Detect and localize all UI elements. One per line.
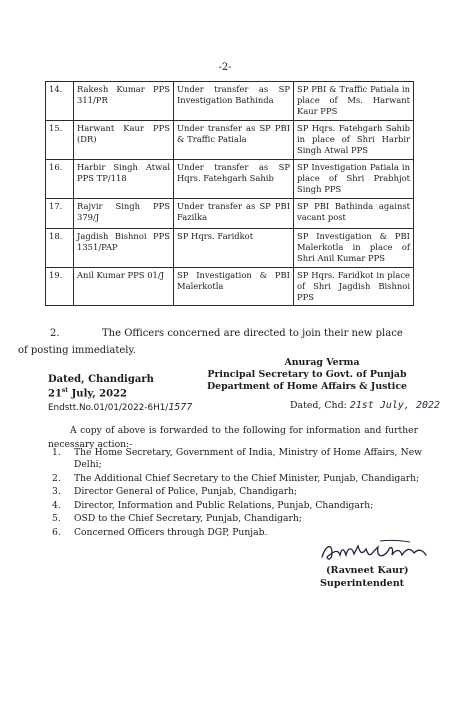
table-row: [46, 160, 414, 199]
order-place: Dated, Chandigarh: [48, 374, 154, 385]
transfer-cell: SP Hqrs. Faridkot: [174, 229, 294, 268]
transfer-cell: Under transfer as SP PBI & Traffic Patiala: [174, 121, 294, 160]
posting-cell: SP Investigation Patiala in place of Shri Prabhjot Singh PPS: [294, 160, 414, 199]
paragraph-text-line2: of posting immediately.: [18, 345, 136, 356]
paragraph-text-line1: The Officers concerned are directed to join their new place: [102, 328, 403, 339]
table-row: [46, 199, 414, 229]
table-row: [46, 82, 414, 121]
posting-cell: SP Hqrs. Faridkot in place of Shri Jagdish Bishnoi PPS: [294, 268, 414, 306]
order-date: 21st July, 2022: [48, 386, 128, 399]
officer-name-cell: Harbir Singh Atwal PPS TP/118: [74, 160, 174, 199]
officer-name-cell: Anil Kumar PPS 01/J: [74, 268, 174, 306]
order-date-block: [48, 374, 154, 400]
transfer-cell: SP Investigation & PBI Malerkotla: [174, 268, 294, 306]
handwritten-number: 1577: [168, 402, 193, 413]
list-item: 3. Director General of Police, Punjab, Chandigarh;: [52, 486, 298, 498]
posting-cell: SP PBI Bathinda against vacant post: [294, 199, 414, 229]
table-row: [46, 268, 414, 306]
serial-cell: 14.: [46, 82, 74, 121]
page-number: -2-: [218, 62, 232, 73]
recipient-list: [52, 447, 422, 540]
serial-cell: 19.: [46, 268, 74, 306]
serial-cell: 18.: [46, 229, 74, 268]
transfer-cell: Under transfer as SP Hqrs. Fatehgarh Sahib: [174, 160, 294, 199]
list-item: 4. Director, Information and Public Relations, Punjab, Chandigarh;: [52, 499, 374, 511]
posting-cell: SP PBI & Traffic Patiala in place of Ms. Harwant Kaur PPS: [294, 82, 414, 121]
list-item: 1. The Home Secretary, Government of India, Ministry of Home Affairs, New Delhi;: [52, 447, 422, 471]
serial-cell: 16.: [46, 160, 74, 199]
officer-name-cell: Rajvir Singh PPS 379/J: [74, 199, 174, 229]
serial-cell: 17.: [46, 199, 74, 229]
handwritten-date: 21st July, 2022: [349, 400, 441, 411]
transfer-cell: Under transfer as SP Investigation Bathinda: [174, 82, 294, 121]
endorsement-date: Dated, Chd: 21st July, 2022: [290, 400, 441, 411]
signatory-title: Superintendent: [320, 578, 405, 589]
joining-direction-paragraph: [18, 325, 420, 359]
issuer-name: Anurag Verma: [284, 357, 360, 368]
signatory-name: (Ravneet Kaur): [326, 565, 409, 576]
table-row: [46, 229, 414, 268]
list-item: 2. The Additional Chief Secretary to the Chief Minister, Punjab, Chandigarh;: [52, 472, 420, 484]
officer-name-cell: Harwant Kaur PPS (DR): [74, 121, 174, 160]
officer-name-cell: Jagdish Bishnoi PPS 1351/PAP: [74, 229, 174, 268]
table-row: [46, 121, 414, 160]
transfer-cell: Under transfer as SP PBI Fazilka: [174, 199, 294, 229]
endorsement-number: Endstt.No.01/01/2022-6H1/1577: [48, 402, 193, 413]
list-item: 5. OSD to the Chief Secretary, Punjab, Chandigarh;: [52, 513, 302, 525]
paragraph-number: 2.: [50, 328, 60, 339]
issuer-block: [187, 357, 427, 393]
list-item: 6. Concerned Officers through DGP, Punjab.: [52, 526, 268, 538]
posting-cell: SP Hqrs. Fatehgarh Sahib in place of Shri Harbir Singh Atwal PPS: [294, 121, 414, 160]
issuer-department: Department of Home Affairs & Justice: [206, 381, 407, 393]
copy-forward-text: A copy of above is forwarded to the following for information and further necessary action:-: [48, 425, 418, 450]
postings-table: [45, 81, 414, 306]
serial-cell: 15.: [46, 121, 74, 160]
officer-name-cell: Rakesh Kumar PPS 311/PR: [74, 82, 174, 121]
posting-cell: SP Investigation & PBI Malerkotla in place of Shri Anil Kumar PPS: [294, 229, 414, 268]
issuer-designation: Principal Secretary to Govt. of Punjab: [207, 369, 407, 381]
handwritten-signature: [318, 537, 436, 567]
